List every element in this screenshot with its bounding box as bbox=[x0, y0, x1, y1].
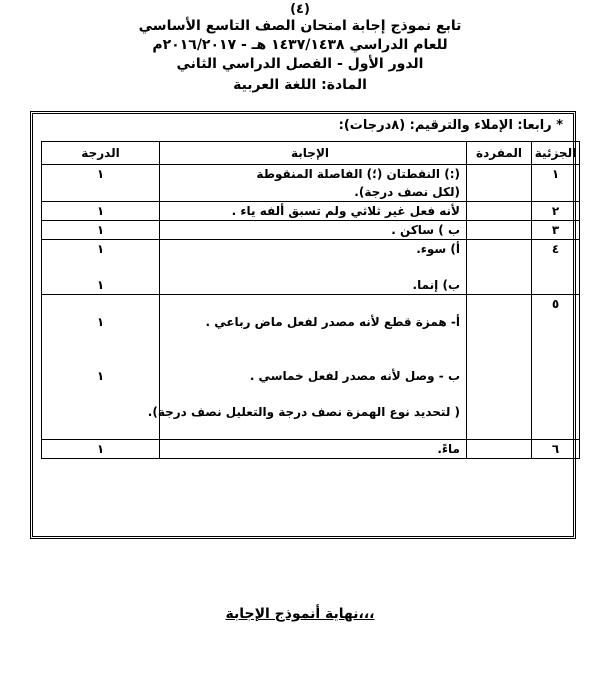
row-part-number bbox=[532, 202, 580, 221]
header-part: الجزئية bbox=[532, 142, 580, 165]
grade-value: ١ bbox=[96, 442, 105, 456]
answer-line: أ) سوء. bbox=[416, 242, 460, 256]
grade-value bbox=[42, 349, 159, 367]
answer-line: أ- همزة قطع لأنه مصدر لفعل ماض رباعي . bbox=[205, 315, 460, 329]
answer-line: ب - وصل لأنه مصدر لفعل خماسي . bbox=[249, 369, 460, 383]
grade-value bbox=[42, 331, 159, 349]
row-word-cell bbox=[467, 221, 532, 240]
row-answer-cell bbox=[147, 295, 467, 440]
part-number: ٥ bbox=[551, 297, 560, 311]
answer-line bbox=[160, 385, 460, 403]
row-part-number bbox=[532, 221, 580, 240]
row-answer-cell bbox=[160, 221, 467, 240]
grade-value bbox=[42, 403, 159, 421]
table-row bbox=[42, 221, 580, 240]
answer-line bbox=[160, 421, 460, 439]
part-number: ٢ bbox=[551, 204, 560, 218]
grade-value bbox=[42, 295, 159, 313]
table-row bbox=[42, 295, 580, 440]
row-grade-cell bbox=[42, 240, 160, 295]
row-word-cell bbox=[467, 440, 532, 459]
answer-line: ب) إنما. bbox=[412, 278, 460, 292]
exam-session: الدور الأول - الفصل الدراسي الثاني bbox=[176, 56, 424, 72]
answer-line bbox=[160, 295, 460, 313]
academic-year: للعام الدراسي ١٤٣٧/١٤٣٨ هـ - ٢٠١٦/٢٠١٧م bbox=[152, 37, 448, 53]
row-part-number bbox=[532, 165, 580, 202]
section-title: * رابعا: الإملاء والترقيم: (٨درجات): bbox=[338, 118, 563, 133]
table-header-row bbox=[42, 142, 580, 165]
grade-value bbox=[42, 183, 159, 201]
answer-line: (:) النقطتان (؛) الفاصلة المنقوطة bbox=[256, 167, 460, 181]
answer-line bbox=[160, 331, 460, 349]
grade-value: ١ bbox=[96, 278, 105, 292]
answer-box bbox=[30, 111, 576, 539]
page-number: (٤) bbox=[290, 2, 310, 17]
end-of-answers: نهاية أنموذج الإجابة،،، bbox=[225, 606, 375, 622]
header-word: المفردة bbox=[467, 142, 532, 165]
answer-line: ( لتحديد نوع الهمزة نصف درجة والتعليل نصف درجة). bbox=[147, 405, 460, 419]
answer-line bbox=[160, 349, 460, 367]
row-part-number bbox=[532, 440, 580, 459]
table-row bbox=[42, 202, 580, 221]
header-answer: الإجابة bbox=[160, 142, 467, 165]
grade-value: ١ bbox=[96, 167, 105, 181]
row-grade-cell bbox=[42, 295, 160, 440]
grade-value: ١ bbox=[96, 369, 105, 383]
row-answer-cell bbox=[160, 440, 467, 459]
grade-value: ١ bbox=[96, 223, 105, 237]
grade-value: ١ bbox=[96, 204, 105, 218]
answer-line: لأنه فعل غير ثلاثي ولم تسبق ألفه ياء . bbox=[231, 204, 460, 218]
row-answer-cell bbox=[160, 240, 467, 295]
answer-line: (لكل نصف درجة). bbox=[354, 185, 460, 199]
row-grade-cell bbox=[42, 165, 160, 202]
row-grade-cell bbox=[42, 221, 160, 240]
grade-value bbox=[42, 385, 159, 403]
row-answer-cell bbox=[160, 202, 467, 221]
table-row bbox=[42, 440, 580, 459]
header-grade: الدرجة bbox=[42, 142, 160, 165]
answer-table bbox=[41, 141, 580, 459]
grade-value: ١ bbox=[96, 242, 105, 256]
part-number: ٣ bbox=[551, 223, 560, 237]
part-number: ٤ bbox=[551, 242, 560, 256]
grade-value bbox=[42, 258, 159, 276]
table-row bbox=[42, 165, 580, 202]
row-word-cell bbox=[467, 165, 532, 202]
row-grade-cell bbox=[42, 440, 160, 459]
part-number: ٦ bbox=[551, 442, 560, 456]
row-part-number bbox=[532, 240, 580, 295]
row-word-cell bbox=[467, 202, 532, 221]
row-word-cell bbox=[467, 295, 532, 440]
part-number: ١ bbox=[551, 167, 560, 181]
exam-title: تابع نموذج إجابة امتحان الصف التاسع الأساسي bbox=[138, 18, 462, 34]
row-part-number bbox=[532, 295, 580, 440]
row-word-cell bbox=[467, 240, 532, 295]
grade-value bbox=[42, 421, 159, 439]
grade-value: ١ bbox=[96, 315, 105, 329]
row-answer-cell bbox=[160, 165, 467, 202]
answer-line: ماءً. bbox=[437, 442, 460, 456]
table-row bbox=[42, 240, 580, 295]
answer-line bbox=[160, 258, 460, 276]
subject: المادة: اللغة العربية bbox=[233, 77, 367, 93]
answer-line: ب ) ساكن . bbox=[391, 223, 460, 237]
row-grade-cell bbox=[42, 202, 160, 221]
